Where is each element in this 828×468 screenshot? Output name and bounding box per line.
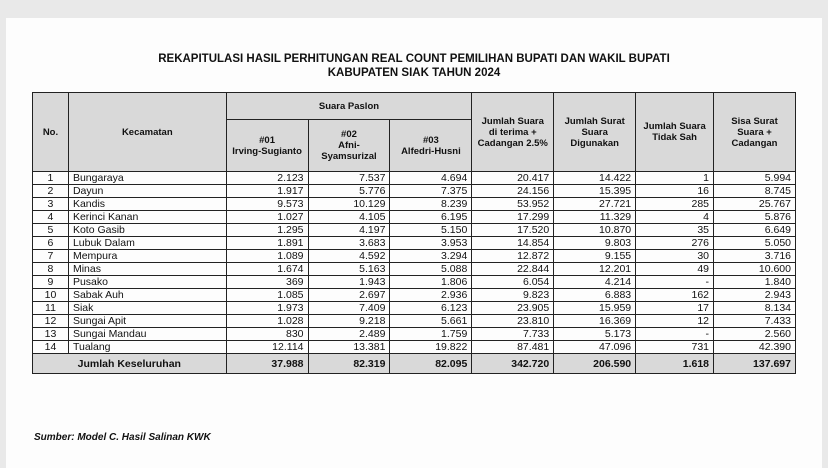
cell-no: 9	[33, 276, 69, 289]
paslon-03-name: Alfedri-Husni	[401, 145, 461, 157]
cell-sisa-surat: 5.994	[714, 172, 796, 185]
cell-tidak-sah: 162	[636, 289, 714, 302]
cell-paslon-02: 5.776	[308, 185, 390, 198]
table-row	[33, 315, 796, 328]
cell-jumlah-surat: 12.201	[554, 263, 636, 276]
document-page	[6, 18, 822, 468]
table-header	[33, 93, 796, 172]
cell-jumlah-suara: 6.054	[472, 276, 554, 289]
total-label: Jumlah Keseluruhan	[33, 354, 227, 374]
header-tidak-sah: Jumlah Suara Tidak Sah	[636, 93, 714, 172]
recap-table	[32, 92, 796, 374]
cell-jumlah-surat: 9.803	[554, 237, 636, 250]
table-row	[33, 198, 796, 211]
cell-sisa-surat: 6.649	[714, 224, 796, 237]
cell-tidak-sah: 12	[636, 315, 714, 328]
cell-paslon-01: 830	[226, 328, 308, 341]
total-digunakan: 206.590	[554, 354, 636, 374]
cell-kecamatan: Sabak Auh	[68, 289, 226, 302]
cell-paslon-03: 6.123	[390, 302, 472, 315]
paslon-01-number: #01	[259, 134, 275, 146]
cell-paslon-01: 1.085	[226, 289, 308, 302]
header-kecamatan: Kecamatan	[68, 93, 226, 172]
header-no: No.	[33, 93, 69, 172]
cell-no: 5	[33, 224, 69, 237]
paslon-01-name: Irving-Sugianto	[232, 145, 302, 157]
table-footer	[33, 354, 796, 374]
cell-kecamatan: Pusako	[68, 276, 226, 289]
cell-no: 14	[33, 341, 69, 354]
cell-tidak-sah: -	[636, 328, 714, 341]
cell-tidak-sah: 4	[636, 211, 714, 224]
cell-jumlah-suara: 9.823	[472, 289, 554, 302]
cell-sisa-surat: 3.716	[714, 250, 796, 263]
cell-paslon-02: 13.381	[308, 341, 390, 354]
cell-paslon-02: 4.197	[308, 224, 390, 237]
paslon-03-number: #03	[422, 134, 439, 146]
cell-paslon-01: 1.973	[226, 302, 308, 315]
cell-no: 8	[33, 263, 69, 276]
table-row	[33, 302, 796, 315]
cell-jumlah-surat: 15.395	[554, 185, 636, 198]
cell-jumlah-suara: 22.844	[472, 263, 554, 276]
cell-no: 12	[33, 315, 69, 328]
cell-jumlah-suara: 53.952	[472, 198, 554, 211]
header-suara-paslon: Suara Paslon	[226, 93, 472, 120]
cell-jumlah-suara: 87.481	[472, 341, 554, 354]
title-line-1: REKAPITULASI HASIL PERHITUNGAN REAL COUNT PEMILIHAN BUPATI DAN WAKIL BUPATI	[158, 53, 670, 65]
cell-jumlah-surat: 14.422	[554, 172, 636, 185]
table-row	[33, 211, 796, 224]
cell-sisa-surat: 7.433	[714, 315, 796, 328]
cell-paslon-02: 1.943	[308, 276, 390, 289]
cell-tidak-sah: -	[636, 276, 714, 289]
cell-paslon-03: 19.822	[390, 341, 472, 354]
cell-paslon-02: 9.218	[308, 315, 390, 328]
cell-jumlah-suara: 24.156	[472, 185, 554, 198]
cell-jumlah-suara: 23.810	[472, 315, 554, 328]
total-row	[33, 354, 796, 374]
cell-paslon-03: 1.806	[390, 276, 472, 289]
total-p1: 37.988	[226, 354, 308, 374]
cell-jumlah-surat: 10.870	[554, 224, 636, 237]
cell-tidak-sah: 16	[636, 185, 714, 198]
cell-jumlah-surat: 9.155	[554, 250, 636, 263]
cell-kecamatan: Kandis	[68, 198, 226, 211]
header-paslon-02	[308, 120, 390, 172]
table-row	[33, 185, 796, 198]
cell-jumlah-surat: 6.883	[554, 289, 636, 302]
cell-paslon-03: 3.953	[390, 237, 472, 250]
cell-no: 3	[33, 198, 69, 211]
table-row	[33, 328, 796, 341]
cell-paslon-03: 5.088	[390, 263, 472, 276]
cell-jumlah-suara: 23.905	[472, 302, 554, 315]
cell-no: 6	[33, 237, 69, 250]
cell-kecamatan: Siak	[68, 302, 226, 315]
cell-paslon-02: 5.163	[308, 263, 390, 276]
header-jumlah-suara: Jumlah Suara di terima + Cadangan 2.5%	[472, 93, 554, 172]
total-sisa: 137.697	[714, 354, 796, 374]
cell-paslon-03: 5.150	[390, 224, 472, 237]
cell-jumlah-suara: 12.872	[472, 250, 554, 263]
cell-sisa-surat: 2.560	[714, 328, 796, 341]
cell-jumlah-surat: 5.173	[554, 328, 636, 341]
cell-no: 4	[33, 211, 69, 224]
cell-jumlah-surat: 27.721	[554, 198, 636, 211]
cell-jumlah-suara: 17.520	[472, 224, 554, 237]
title-line-2: KABUPATEN SIAK TAHUN 2024	[327, 67, 501, 79]
cell-no: 7	[33, 250, 69, 263]
cell-paslon-03: 6.195	[390, 211, 472, 224]
cell-paslon-01: 2.123	[226, 172, 308, 185]
cell-paslon-01: 1.295	[226, 224, 308, 237]
total-p2: 82.319	[308, 354, 390, 374]
total-tidak-sah: 1.618	[636, 354, 714, 374]
cell-sisa-surat: 2.943	[714, 289, 796, 302]
cell-kecamatan: Kerinci Kanan	[68, 211, 226, 224]
cell-sisa-surat: 8.134	[714, 302, 796, 315]
table-row	[33, 263, 796, 276]
cell-paslon-02: 2.489	[308, 328, 390, 341]
cell-paslon-02: 7.537	[308, 172, 390, 185]
cell-kecamatan: Tualang	[68, 341, 226, 354]
cell-paslon-03: 3.294	[390, 250, 472, 263]
table-row	[33, 172, 796, 185]
cell-jumlah-surat: 16.369	[554, 315, 636, 328]
cell-no: 1	[33, 172, 69, 185]
cell-jumlah-suara: 14.854	[472, 237, 554, 250]
cell-kecamatan: Mempura	[68, 250, 226, 263]
cell-paslon-02: 3.683	[308, 237, 390, 250]
cell-sisa-surat: 5.876	[714, 211, 796, 224]
paslon-02-name: Afni-Syamsurizal	[321, 140, 377, 162]
cell-tidak-sah: 285	[636, 198, 714, 211]
cell-paslon-01: 1.089	[226, 250, 308, 263]
cell-paslon-03: 4.694	[390, 172, 472, 185]
cell-sisa-surat: 10.600	[714, 263, 796, 276]
table-row	[33, 250, 796, 263]
cell-sisa-surat: 1.840	[714, 276, 796, 289]
cell-no: 10	[33, 289, 69, 302]
header-sisa-surat: Sisa Surat Suara + Cadangan	[714, 93, 796, 172]
cell-tidak-sah: 276	[636, 237, 714, 250]
total-p3: 82.095	[390, 354, 472, 374]
header-jumlah-surat: Jumlah Surat Suara Digunakan	[554, 93, 636, 172]
cell-paslon-01: 1.027	[226, 211, 308, 224]
paslon-02-number: #02	[341, 129, 357, 140]
cell-tidak-sah: 17	[636, 302, 714, 315]
cell-paslon-01: 12.114	[226, 341, 308, 354]
cell-tidak-sah: 35	[636, 224, 714, 237]
table-row	[33, 224, 796, 237]
cell-sisa-surat: 42.390	[714, 341, 796, 354]
cell-no: 13	[33, 328, 69, 341]
total-diterima: 342.720	[472, 354, 554, 374]
cell-paslon-03: 8.239	[390, 198, 472, 211]
source-note: Sumber: Model C. Hasil Salinan KWK	[34, 432, 211, 443]
cell-tidak-sah: 49	[636, 263, 714, 276]
table-row	[33, 289, 796, 302]
cell-jumlah-surat: 47.096	[554, 341, 636, 354]
cell-tidak-sah: 1	[636, 172, 714, 185]
cell-kecamatan: Minas	[68, 263, 226, 276]
cell-paslon-01: 9.573	[226, 198, 308, 211]
table-row	[33, 276, 796, 289]
cell-kecamatan: Dayun	[68, 185, 226, 198]
cell-jumlah-surat: 11.329	[554, 211, 636, 224]
cell-jumlah-surat: 4.214	[554, 276, 636, 289]
cell-paslon-02: 2.697	[308, 289, 390, 302]
cell-jumlah-suara: 7.733	[472, 328, 554, 341]
cell-sisa-surat: 8.745	[714, 185, 796, 198]
cell-jumlah-suara: 17.299	[472, 211, 554, 224]
cell-sisa-surat: 25.767	[714, 198, 796, 211]
cell-tidak-sah: 30	[636, 250, 714, 263]
cell-paslon-01: 369	[226, 276, 308, 289]
cell-kecamatan: Koto Gasib	[68, 224, 226, 237]
table-body	[33, 172, 796, 354]
cell-paslon-01: 1.028	[226, 315, 308, 328]
header-paslon-03	[390, 120, 472, 172]
cell-paslon-02: 4.105	[308, 211, 390, 224]
table-row	[33, 341, 796, 354]
header-paslon-01	[226, 120, 308, 172]
cell-kecamatan: Sungai Apit	[68, 315, 226, 328]
cell-paslon-02: 10.129	[308, 198, 390, 211]
cell-no: 2	[33, 185, 69, 198]
cell-paslon-03: 1.759	[390, 328, 472, 341]
cell-no: 11	[33, 302, 69, 315]
cell-tidak-sah: 731	[636, 341, 714, 354]
cell-sisa-surat: 5.050	[714, 237, 796, 250]
cell-paslon-03: 5.661	[390, 315, 472, 328]
cell-jumlah-surat: 15.959	[554, 302, 636, 315]
cell-paslon-03: 7.375	[390, 185, 472, 198]
cell-paslon-01: 1.674	[226, 263, 308, 276]
cell-paslon-01: 1.891	[226, 237, 308, 250]
table-row	[33, 237, 796, 250]
cell-kecamatan: Bungaraya	[68, 172, 226, 185]
cell-kecamatan: Lubuk Dalam	[68, 237, 226, 250]
cell-paslon-02: 4.592	[308, 250, 390, 263]
cell-paslon-02: 7.409	[308, 302, 390, 315]
cell-jumlah-suara: 20.417	[472, 172, 554, 185]
cell-paslon-01: 1.917	[226, 185, 308, 198]
document-title	[6, 52, 822, 80]
cell-kecamatan: Sungai Mandau	[68, 328, 226, 341]
cell-paslon-03: 2.936	[390, 289, 472, 302]
